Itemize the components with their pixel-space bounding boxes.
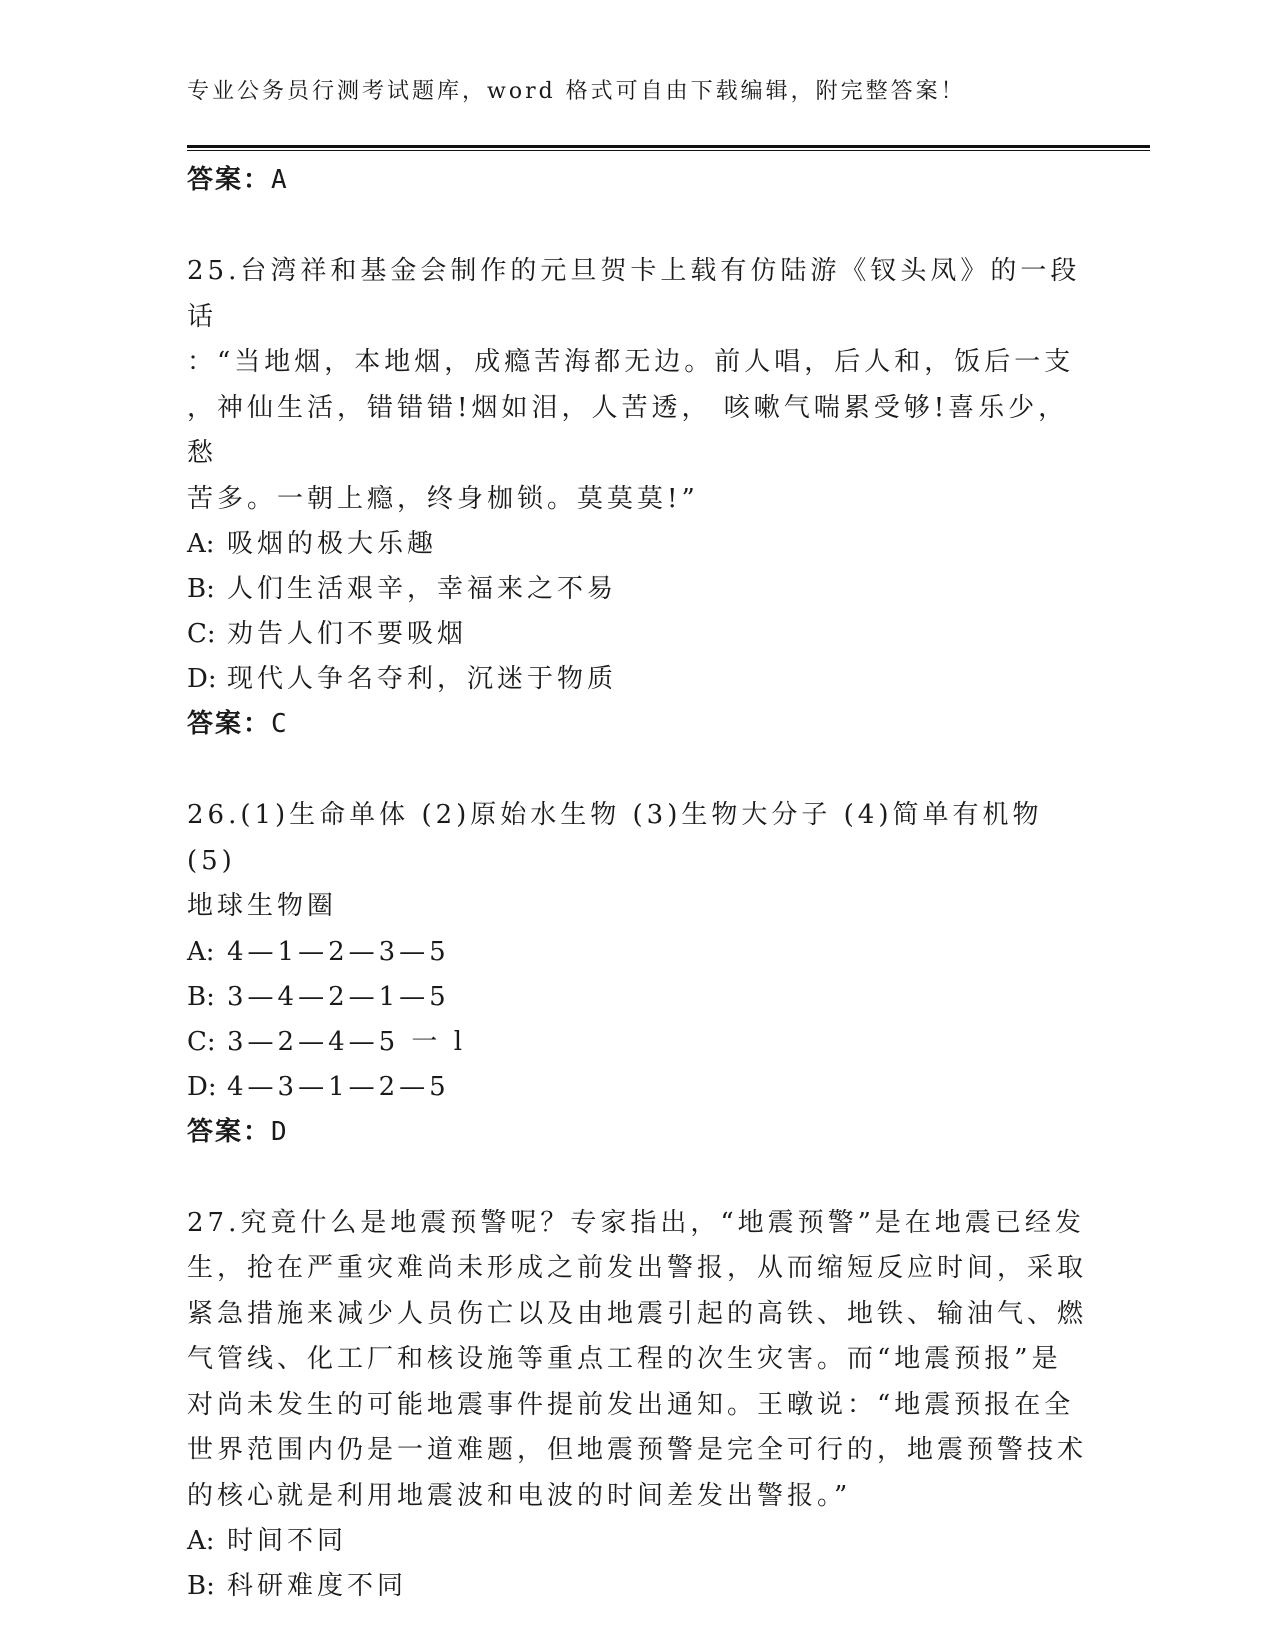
answer-label: 答案：	[187, 165, 272, 195]
stem-line: ，神仙生活，错错错!烟如泪，人苦透， 咳嗽气喘累受够!喜乐少，愁	[187, 392, 1069, 468]
option-b: B: 人们生活艰辛，幸福来之不易	[187, 574, 618, 604]
option-c: C: 劝告人们不要吸烟	[187, 619, 468, 649]
answer-label: 答案：	[187, 1116, 272, 1147]
answer-line	[187, 1110, 1087, 1155]
answer-value: C	[271, 709, 289, 739]
answer-line	[187, 158, 1087, 203]
option-b: B: 3—4—2—1—5	[187, 981, 450, 1012]
answer-line	[187, 702, 1087, 747]
stem-line: 世界范围内仍是一道难题，但地震预警是完全可行的，地震预警技术	[187, 1435, 1088, 1465]
question-stem	[187, 1201, 1087, 1520]
option-b: B: 科研难度不同	[187, 1571, 408, 1601]
stem-line: 25.台湾祥和基金会制作的元旦贺卡上载有仿陆游《钗头凤》的一段话	[187, 256, 1081, 332]
option-d: D: 现代人争名夺利，沉迷于物质	[187, 664, 618, 694]
option-a: A: 时间不同	[187, 1526, 348, 1556]
option-a: A: 吸烟的极大乐趣	[187, 529, 438, 559]
option-d: D: 4—3—1—2—5	[187, 1071, 450, 1102]
stem-line: 苦多。一朝上瘾，终身枷锁。莫莫莫!”	[187, 483, 699, 514]
stem-line: 27.究竟什么是地震预警呢？专家指出，“地震预警”是在地震已经发	[187, 1207, 1085, 1238]
header-divider	[187, 145, 1150, 148]
stem-line: ：“当地烟，本地烟，成瘾苦海都无边。前人唱，后人和，饭后一支	[187, 347, 1075, 377]
answer-value: D	[271, 1116, 289, 1147]
answer-value: A	[271, 165, 289, 195]
document-body	[187, 158, 1087, 1609]
stem-line: 气管线、化工厂和核设施等重点工程的次生灾害。而“地震预报”是	[187, 1344, 1062, 1374]
stem-line: 紧急措施来减少人员伤亡以及由地震引起的高铁、地铁、输油气、燃	[187, 1298, 1088, 1329]
stem-line: 的核心就是利用地震波和电波的时间差发出警报。”	[187, 1480, 852, 1511]
stem-line: 地球生物圈	[187, 891, 338, 921]
stem-line: 生，抢在严重灾难尚未形成之前发出警报，从而缩短反应时间，采取	[187, 1253, 1088, 1283]
answer-label: 答案：	[187, 709, 272, 739]
question-stem	[187, 249, 1087, 522]
header-divider-thin	[187, 150, 1150, 151]
stem-line: 对尚未发生的可能地震事件提前发出通知。王暾说：“地震预报在全	[187, 1389, 1075, 1420]
option-c: C: 3—2—4—5 一 l	[187, 1026, 467, 1057]
option-a: A: 4—1—2—3—5	[187, 936, 450, 967]
stem-line: 26.(1)生命单体 (2)原始水生物 (3)生物大分子 (4)简单有机物 (5)	[187, 800, 1043, 876]
page-header: 专业公务员行测考试题库，word 格式可自由下载编辑，附完整答案！	[187, 79, 966, 104]
question-stem	[187, 793, 1087, 930]
